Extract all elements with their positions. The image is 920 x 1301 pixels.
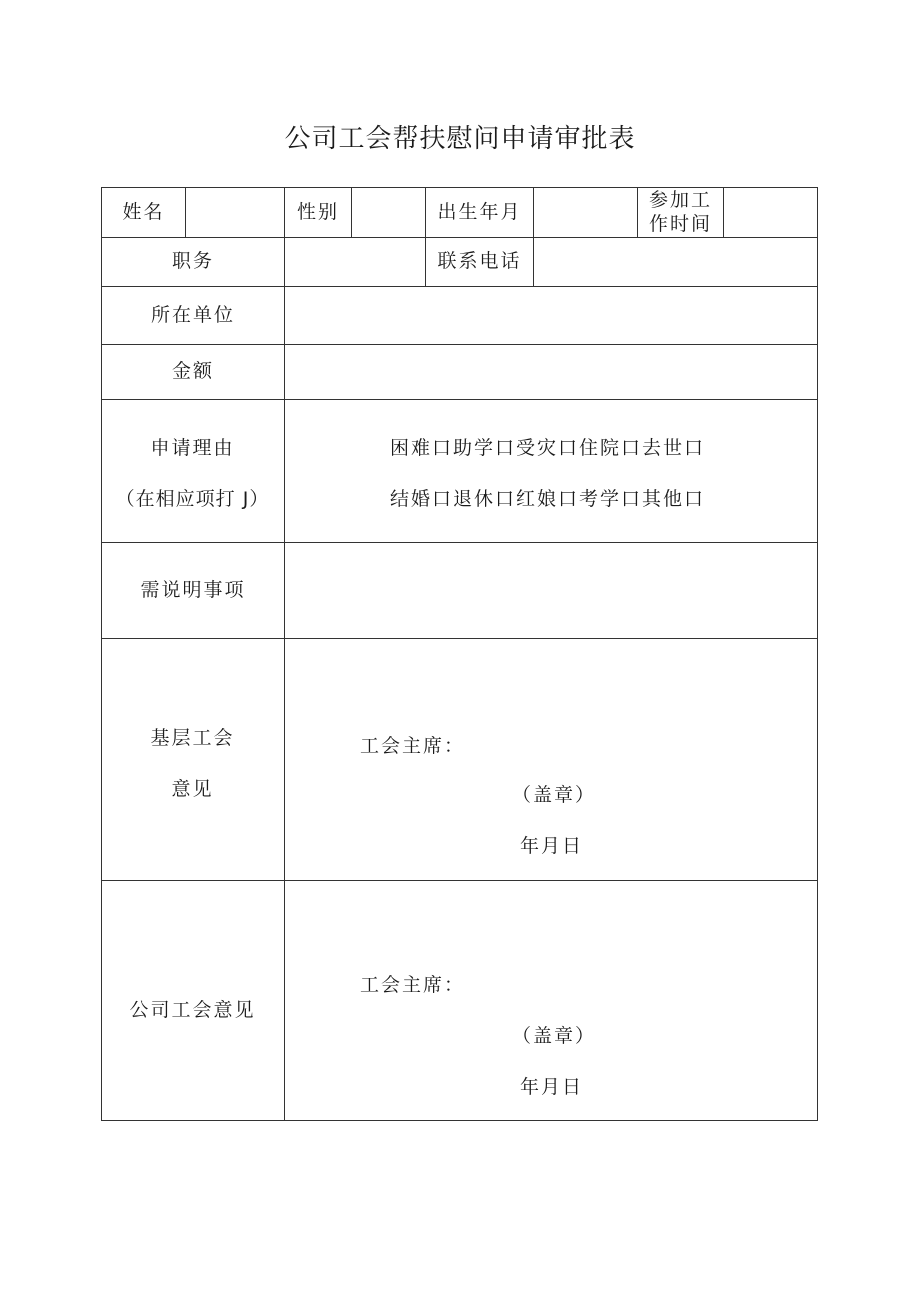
birth-date-label: 出生年月: [437, 200, 522, 223]
work-start-label: [638, 188, 723, 237]
company-opinion-label: 公司工会意见: [129, 999, 256, 1021]
page-title: 公司工会帮扶慰问申请审批表: [284, 124, 636, 154]
reason-label: 申请理由: [150, 437, 235, 459]
position-label: 职务: [171, 250, 214, 273]
work-start-label-line1: 参加工: [648, 188, 712, 211]
name-field[interactable]: [186, 188, 284, 237]
grassroots-opinion-label-line2: 意见: [171, 778, 214, 800]
table-border-right: [817, 187, 818, 1121]
approval-form-table: [101, 187, 818, 1121]
row-divider: [101, 638, 818, 639]
table-border-bottom: [101, 1120, 818, 1121]
grassroots-date-label: 年月日: [520, 835, 584, 857]
birth-date-field[interactable]: [534, 188, 637, 237]
position-field[interactable]: [285, 238, 425, 286]
grassroots-opinion-label: 基层工会: [150, 727, 235, 749]
reason-options-line2[interactable]: 结婚口退休口红娘口考学口其他口: [390, 488, 706, 510]
gender-label: 性别: [296, 200, 339, 223]
company-date-label: 年月日: [520, 1076, 584, 1098]
row-divider: [101, 399, 818, 400]
grassroots-chair-label: 工会主席：: [360, 735, 466, 757]
phone-label: 联系电话: [437, 250, 522, 273]
phone-field[interactable]: [534, 238, 817, 286]
work-start-label-line2: 作时间: [648, 212, 712, 235]
reason-label-hint: （在相应项打 J）: [115, 488, 270, 510]
work-start-field[interactable]: [724, 188, 817, 237]
gender-field[interactable]: [352, 188, 425, 237]
name-label: 姓名: [122, 200, 165, 223]
row-divider: [101, 880, 818, 881]
company-chair-label: 工会主席：: [360, 974, 466, 996]
unit-label: 所在单位: [150, 303, 235, 326]
reason-options-line1[interactable]: 困难口助学口受灾口住院口去世口: [390, 437, 706, 459]
notes-field[interactable]: [285, 543, 817, 638]
amount-label: 金额: [171, 360, 214, 383]
company-seal-label: （盖章）: [512, 1025, 597, 1047]
amount-field[interactable]: [285, 345, 817, 399]
notes-label: 需说明事项: [140, 578, 246, 601]
grassroots-seal-label: （盖章）: [512, 784, 597, 806]
unit-field[interactable]: [285, 287, 817, 344]
